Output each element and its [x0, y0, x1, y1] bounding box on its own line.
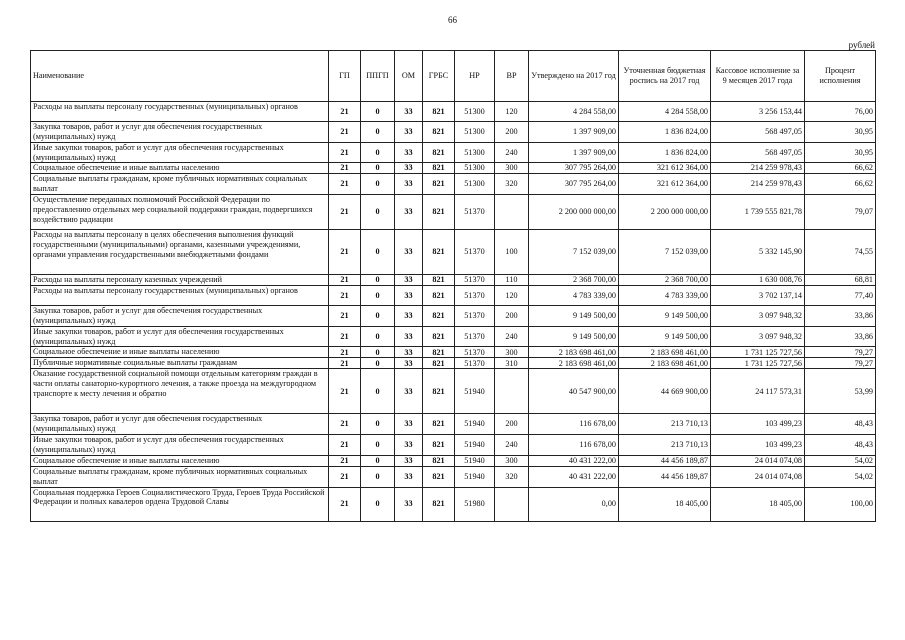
cell-executed: 214 259 978,43 [711, 163, 805, 174]
cell-executed: 1 739 555 821,78 [711, 195, 805, 230]
cell-approved: 2 368 700,00 [529, 275, 619, 286]
table-row [31, 487, 876, 521]
cell-gp: 21 [329, 466, 361, 487]
cell-percent: 53,99 [805, 369, 876, 414]
cell-refined: 44 456 189,87 [619, 466, 711, 487]
cell-vr: 200 [495, 414, 529, 435]
cell-approved: 1 397 909,00 [529, 142, 619, 163]
cell-name: Закупка товаров, работ и услуг для обеспечения государственных (муниципальных) нужд [31, 306, 329, 327]
cell-approved: 40 431 222,00 [529, 466, 619, 487]
cell-percent: 79,07 [805, 195, 876, 230]
cell-vr: 310 [495, 358, 529, 369]
cell-grbs: 821 [423, 142, 455, 163]
cell-executed: 568 497,05 [711, 122, 805, 143]
cell-np: 51940 [455, 466, 495, 487]
cell-gp: 21 [329, 358, 361, 369]
cell-ppgp: 0 [361, 163, 395, 174]
cell-vr [495, 195, 529, 230]
cell-vr: 240 [495, 326, 529, 347]
cell-approved: 40 431 222,00 [529, 455, 619, 466]
cell-om: 33 [395, 358, 423, 369]
table-row [31, 102, 876, 122]
cell-vr: 100 [495, 230, 529, 275]
cell-np: 51370 [455, 275, 495, 286]
cell-name: Закупка товаров, работ и услуг для обеспечения государственных (муниципальных) нужд [31, 414, 329, 435]
cell-name: Социальные выплаты гражданам, кроме публичных нормативных социальных выплат [31, 174, 329, 195]
cell-gp: 21 [329, 195, 361, 230]
cell-om: 33 [395, 347, 423, 358]
cell-np: 51300 [455, 174, 495, 195]
cell-np: 51940 [455, 414, 495, 435]
cell-grbs: 821 [423, 163, 455, 174]
cell-grbs: 821 [423, 369, 455, 414]
units-label: рублей [848, 40, 875, 50]
cell-approved: 2 183 698 461,00 [529, 358, 619, 369]
cell-grbs: 821 [423, 275, 455, 286]
cell-name: Расходы на выплаты персоналу государственных (муниципальных) органов [31, 102, 329, 122]
cell-refined: 44 669 900,00 [619, 369, 711, 414]
cell-name: Оказание государственной социальной помощи отдельным категориям граждан в части оплаты санаторно-курортного лечения, а также проезда на междугородном транспорте к месту лечения и обратно [31, 369, 329, 414]
table-row [31, 286, 876, 306]
cell-om: 33 [395, 455, 423, 466]
cell-om: 33 [395, 142, 423, 163]
cell-gp: 21 [329, 435, 361, 456]
header-row [31, 51, 876, 102]
cell-refined: 4 783 339,00 [619, 286, 711, 306]
cell-percent: 79,27 [805, 358, 876, 369]
cell-np: 51370 [455, 347, 495, 358]
cell-np: 51940 [455, 369, 495, 414]
cell-grbs: 821 [423, 102, 455, 122]
cell-ppgp: 0 [361, 275, 395, 286]
cell-executed: 24 117 573,31 [711, 369, 805, 414]
cell-percent: 76,00 [805, 102, 876, 122]
table-row [31, 435, 876, 456]
cell-approved: 2 183 698 461,00 [529, 347, 619, 358]
cell-approved: 1 397 909,00 [529, 122, 619, 143]
cell-approved: 116 678,00 [529, 435, 619, 456]
cell-ppgp: 0 [361, 369, 395, 414]
cell-gp: 21 [329, 174, 361, 195]
cell-percent: 48,43 [805, 435, 876, 456]
cell-gp: 21 [329, 369, 361, 414]
cell-ppgp: 0 [361, 142, 395, 163]
table-row [31, 369, 876, 414]
cell-grbs: 821 [423, 230, 455, 275]
cell-ppgp: 0 [361, 487, 395, 521]
cell-name: Социальная поддержка Героев Социалистического Труда, Героев Труда Российской Федерации и полных кавалеров ордена Трудовой Славы [31, 487, 329, 521]
cell-gp: 21 [329, 286, 361, 306]
cell-vr: 320 [495, 466, 529, 487]
cell-refined: 213 710,13 [619, 435, 711, 456]
cell-refined: 2 368 700,00 [619, 275, 711, 286]
cell-refined: 18 405,00 [619, 487, 711, 521]
header-ppgp: ППГП [361, 51, 395, 102]
cell-vr: 240 [495, 142, 529, 163]
header-om: ОМ [395, 51, 423, 102]
cell-om: 33 [395, 487, 423, 521]
cell-executed: 103 499,23 [711, 414, 805, 435]
cell-name: Социальные выплаты гражданам, кроме публичных нормативных социальных выплат [31, 466, 329, 487]
cell-refined: 1 836 824,00 [619, 122, 711, 143]
cell-grbs: 821 [423, 286, 455, 306]
cell-grbs: 821 [423, 306, 455, 327]
cell-np: 51940 [455, 435, 495, 456]
cell-name: Публичные нормативные социальные выплаты гражданам [31, 358, 329, 369]
cell-executed: 3 256 153,44 [711, 102, 805, 122]
cell-refined: 321 612 364,00 [619, 174, 711, 195]
cell-vr: 240 [495, 435, 529, 456]
cell-np: 51370 [455, 326, 495, 347]
cell-percent: 68,81 [805, 275, 876, 286]
table-row [31, 455, 876, 466]
cell-grbs: 821 [423, 414, 455, 435]
cell-np: 51300 [455, 163, 495, 174]
table-row [31, 163, 876, 174]
cell-refined: 2 183 698 461,00 [619, 347, 711, 358]
cell-percent: 79,27 [805, 347, 876, 358]
cell-percent: 77,40 [805, 286, 876, 306]
table-row [31, 347, 876, 358]
cell-gp: 21 [329, 102, 361, 122]
cell-grbs: 821 [423, 122, 455, 143]
page-number: 66 [448, 15, 457, 25]
cell-ppgp: 0 [361, 455, 395, 466]
cell-vr: 300 [495, 163, 529, 174]
cell-vr: 120 [495, 286, 529, 306]
cell-om: 33 [395, 306, 423, 327]
cell-np: 51370 [455, 195, 495, 230]
table-row [31, 230, 876, 275]
cell-ppgp: 0 [361, 466, 395, 487]
cell-percent: 30,95 [805, 122, 876, 143]
header-gp: ГП [329, 51, 361, 102]
cell-om: 33 [395, 435, 423, 456]
table-row [31, 195, 876, 230]
cell-om: 33 [395, 122, 423, 143]
cell-gp: 21 [329, 455, 361, 466]
cell-om: 33 [395, 369, 423, 414]
cell-executed: 3 097 948,32 [711, 306, 805, 327]
cell-executed: 103 499,23 [711, 435, 805, 456]
cell-gp: 21 [329, 275, 361, 286]
cell-gp: 21 [329, 487, 361, 521]
cell-np: 51370 [455, 306, 495, 327]
cell-om: 33 [395, 163, 423, 174]
cell-percent: 100,00 [805, 487, 876, 521]
cell-ppgp: 0 [361, 306, 395, 327]
cell-approved: 0,00 [529, 487, 619, 521]
cell-percent: 33,86 [805, 326, 876, 347]
table-row [31, 122, 876, 143]
budget-table [30, 50, 876, 522]
cell-percent: 66,62 [805, 174, 876, 195]
cell-gp: 21 [329, 414, 361, 435]
header-refined: Уточненная бюджетная роспись на 2017 год [619, 51, 711, 102]
cell-vr: 320 [495, 174, 529, 195]
cell-ppgp: 0 [361, 102, 395, 122]
cell-vr [495, 487, 529, 521]
cell-name: Социальное обеспечение и иные выплаты населению [31, 347, 329, 358]
cell-np: 51300 [455, 102, 495, 122]
table-row [31, 326, 876, 347]
cell-refined: 2 183 698 461,00 [619, 358, 711, 369]
cell-vr: 110 [495, 275, 529, 286]
cell-np: 51980 [455, 487, 495, 521]
cell-executed: 1 731 125 727,56 [711, 358, 805, 369]
table-row [31, 174, 876, 195]
header-grbs: ГРБС [423, 51, 455, 102]
cell-approved: 307 795 264,00 [529, 174, 619, 195]
cell-grbs: 821 [423, 455, 455, 466]
cell-grbs: 821 [423, 174, 455, 195]
header-np: НР [455, 51, 495, 102]
cell-vr: 300 [495, 455, 529, 466]
cell-executed: 568 497,05 [711, 142, 805, 163]
cell-percent: 54,02 [805, 466, 876, 487]
cell-ppgp: 0 [361, 174, 395, 195]
cell-executed: 24 014 074,08 [711, 455, 805, 466]
cell-vr: 120 [495, 102, 529, 122]
cell-gp: 21 [329, 163, 361, 174]
cell-ppgp: 0 [361, 122, 395, 143]
cell-approved: 7 152 039,00 [529, 230, 619, 275]
cell-ppgp: 0 [361, 358, 395, 369]
cell-percent: 30,95 [805, 142, 876, 163]
cell-refined: 213 710,13 [619, 414, 711, 435]
cell-refined: 9 149 500,00 [619, 326, 711, 347]
cell-grbs: 821 [423, 466, 455, 487]
cell-vr: 300 [495, 347, 529, 358]
cell-grbs: 821 [423, 435, 455, 456]
header-approved: Утверждено на 2017 год [529, 51, 619, 102]
cell-om: 33 [395, 195, 423, 230]
cell-gp: 21 [329, 326, 361, 347]
cell-refined: 321 612 364,00 [619, 163, 711, 174]
table-row [31, 414, 876, 435]
cell-grbs: 821 [423, 326, 455, 347]
cell-grbs: 821 [423, 347, 455, 358]
cell-om: 33 [395, 102, 423, 122]
cell-executed: 214 259 978,43 [711, 174, 805, 195]
cell-np: 51370 [455, 358, 495, 369]
cell-name: Осуществление переданных полномочий Российской Федерации по предоставлению отдельных мер социальной поддержки граждан, подвергшихся воздействию радиации [31, 195, 329, 230]
cell-om: 33 [395, 174, 423, 195]
table-row [31, 306, 876, 327]
cell-np: 51370 [455, 286, 495, 306]
cell-om: 33 [395, 286, 423, 306]
cell-ppgp: 0 [361, 230, 395, 275]
cell-name: Иные закупки товаров, работ и услуг для обеспечения государственных (муниципальных) нужд [31, 435, 329, 456]
cell-approved: 307 795 264,00 [529, 163, 619, 174]
cell-gp: 21 [329, 306, 361, 327]
cell-approved: 4 284 558,00 [529, 102, 619, 122]
cell-np: 51300 [455, 142, 495, 163]
cell-name: Расходы на выплаты персоналу в целях обеспечения выполнения функций государственными (муниципальными) органами, казенными учреждениями, органами управления государственными внебюджетными фондами [31, 230, 329, 275]
cell-ppgp: 0 [361, 286, 395, 306]
cell-grbs: 821 [423, 195, 455, 230]
cell-name: Расходы на выплаты персоналу казенных учреждений [31, 275, 329, 286]
header-percent: Процент исполнения [805, 51, 876, 102]
cell-np: 51370 [455, 230, 495, 275]
cell-name: Социальное обеспечение и иные выплаты населению [31, 455, 329, 466]
cell-approved: 9 149 500,00 [529, 326, 619, 347]
cell-np: 51300 [455, 122, 495, 143]
cell-gp: 21 [329, 122, 361, 143]
cell-approved: 40 547 900,00 [529, 369, 619, 414]
cell-refined: 9 149 500,00 [619, 306, 711, 327]
table-row [31, 358, 876, 369]
cell-executed: 5 332 145,90 [711, 230, 805, 275]
cell-grbs: 821 [423, 358, 455, 369]
cell-gp: 21 [329, 142, 361, 163]
cell-approved: 2 200 000 000,00 [529, 195, 619, 230]
cell-approved: 9 149 500,00 [529, 306, 619, 327]
cell-gp: 21 [329, 347, 361, 358]
cell-percent: 54,02 [805, 455, 876, 466]
cell-executed: 18 405,00 [711, 487, 805, 521]
cell-grbs: 821 [423, 487, 455, 521]
cell-ppgp: 0 [361, 435, 395, 456]
cell-name: Социальное обеспечение и иные выплаты населению [31, 163, 329, 174]
header-name: Наименование [31, 51, 329, 102]
header-executed: Кассовое исполнение за 9 месяцев 2017 года [711, 51, 805, 102]
cell-gp: 21 [329, 230, 361, 275]
cell-name: Закупка товаров, работ и услуг для обеспечения государственных (муниципальных) нужд [31, 122, 329, 143]
cell-vr [495, 369, 529, 414]
cell-executed: 3 097 948,32 [711, 326, 805, 347]
header-vr: ВР [495, 51, 529, 102]
table-row [31, 466, 876, 487]
cell-executed: 1 630 008,76 [711, 275, 805, 286]
cell-ppgp: 0 [361, 195, 395, 230]
cell-om: 33 [395, 414, 423, 435]
cell-percent: 74,55 [805, 230, 876, 275]
cell-executed: 3 702 137,14 [711, 286, 805, 306]
cell-name: Расходы на выплаты персоналу государственных (муниципальных) органов [31, 286, 329, 306]
cell-percent: 48,43 [805, 414, 876, 435]
cell-vr: 200 [495, 306, 529, 327]
cell-ppgp: 0 [361, 347, 395, 358]
cell-ppgp: 0 [361, 414, 395, 435]
cell-percent: 33,86 [805, 306, 876, 327]
table-row [31, 275, 876, 286]
table-row [31, 142, 876, 163]
cell-executed: 24 014 074,08 [711, 466, 805, 487]
cell-refined: 1 836 824,00 [619, 142, 711, 163]
cell-refined: 44 456 189,87 [619, 455, 711, 466]
cell-refined: 2 200 000 000,00 [619, 195, 711, 230]
cell-ppgp: 0 [361, 326, 395, 347]
cell-om: 33 [395, 230, 423, 275]
cell-approved: 116 678,00 [529, 414, 619, 435]
cell-executed: 1 731 125 727,56 [711, 347, 805, 358]
cell-refined: 4 284 558,00 [619, 102, 711, 122]
cell-name: Иные закупки товаров, работ и услуг для обеспечения государственных (муниципальных) нужд [31, 142, 329, 163]
cell-np: 51940 [455, 455, 495, 466]
cell-percent: 66,62 [805, 163, 876, 174]
cell-om: 33 [395, 275, 423, 286]
cell-name: Иные закупки товаров, работ и услуг для обеспечения государственных (муниципальных) нужд [31, 326, 329, 347]
cell-vr: 200 [495, 122, 529, 143]
cell-refined: 7 152 039,00 [619, 230, 711, 275]
cell-approved: 4 783 339,00 [529, 286, 619, 306]
cell-om: 33 [395, 326, 423, 347]
cell-om: 33 [395, 466, 423, 487]
